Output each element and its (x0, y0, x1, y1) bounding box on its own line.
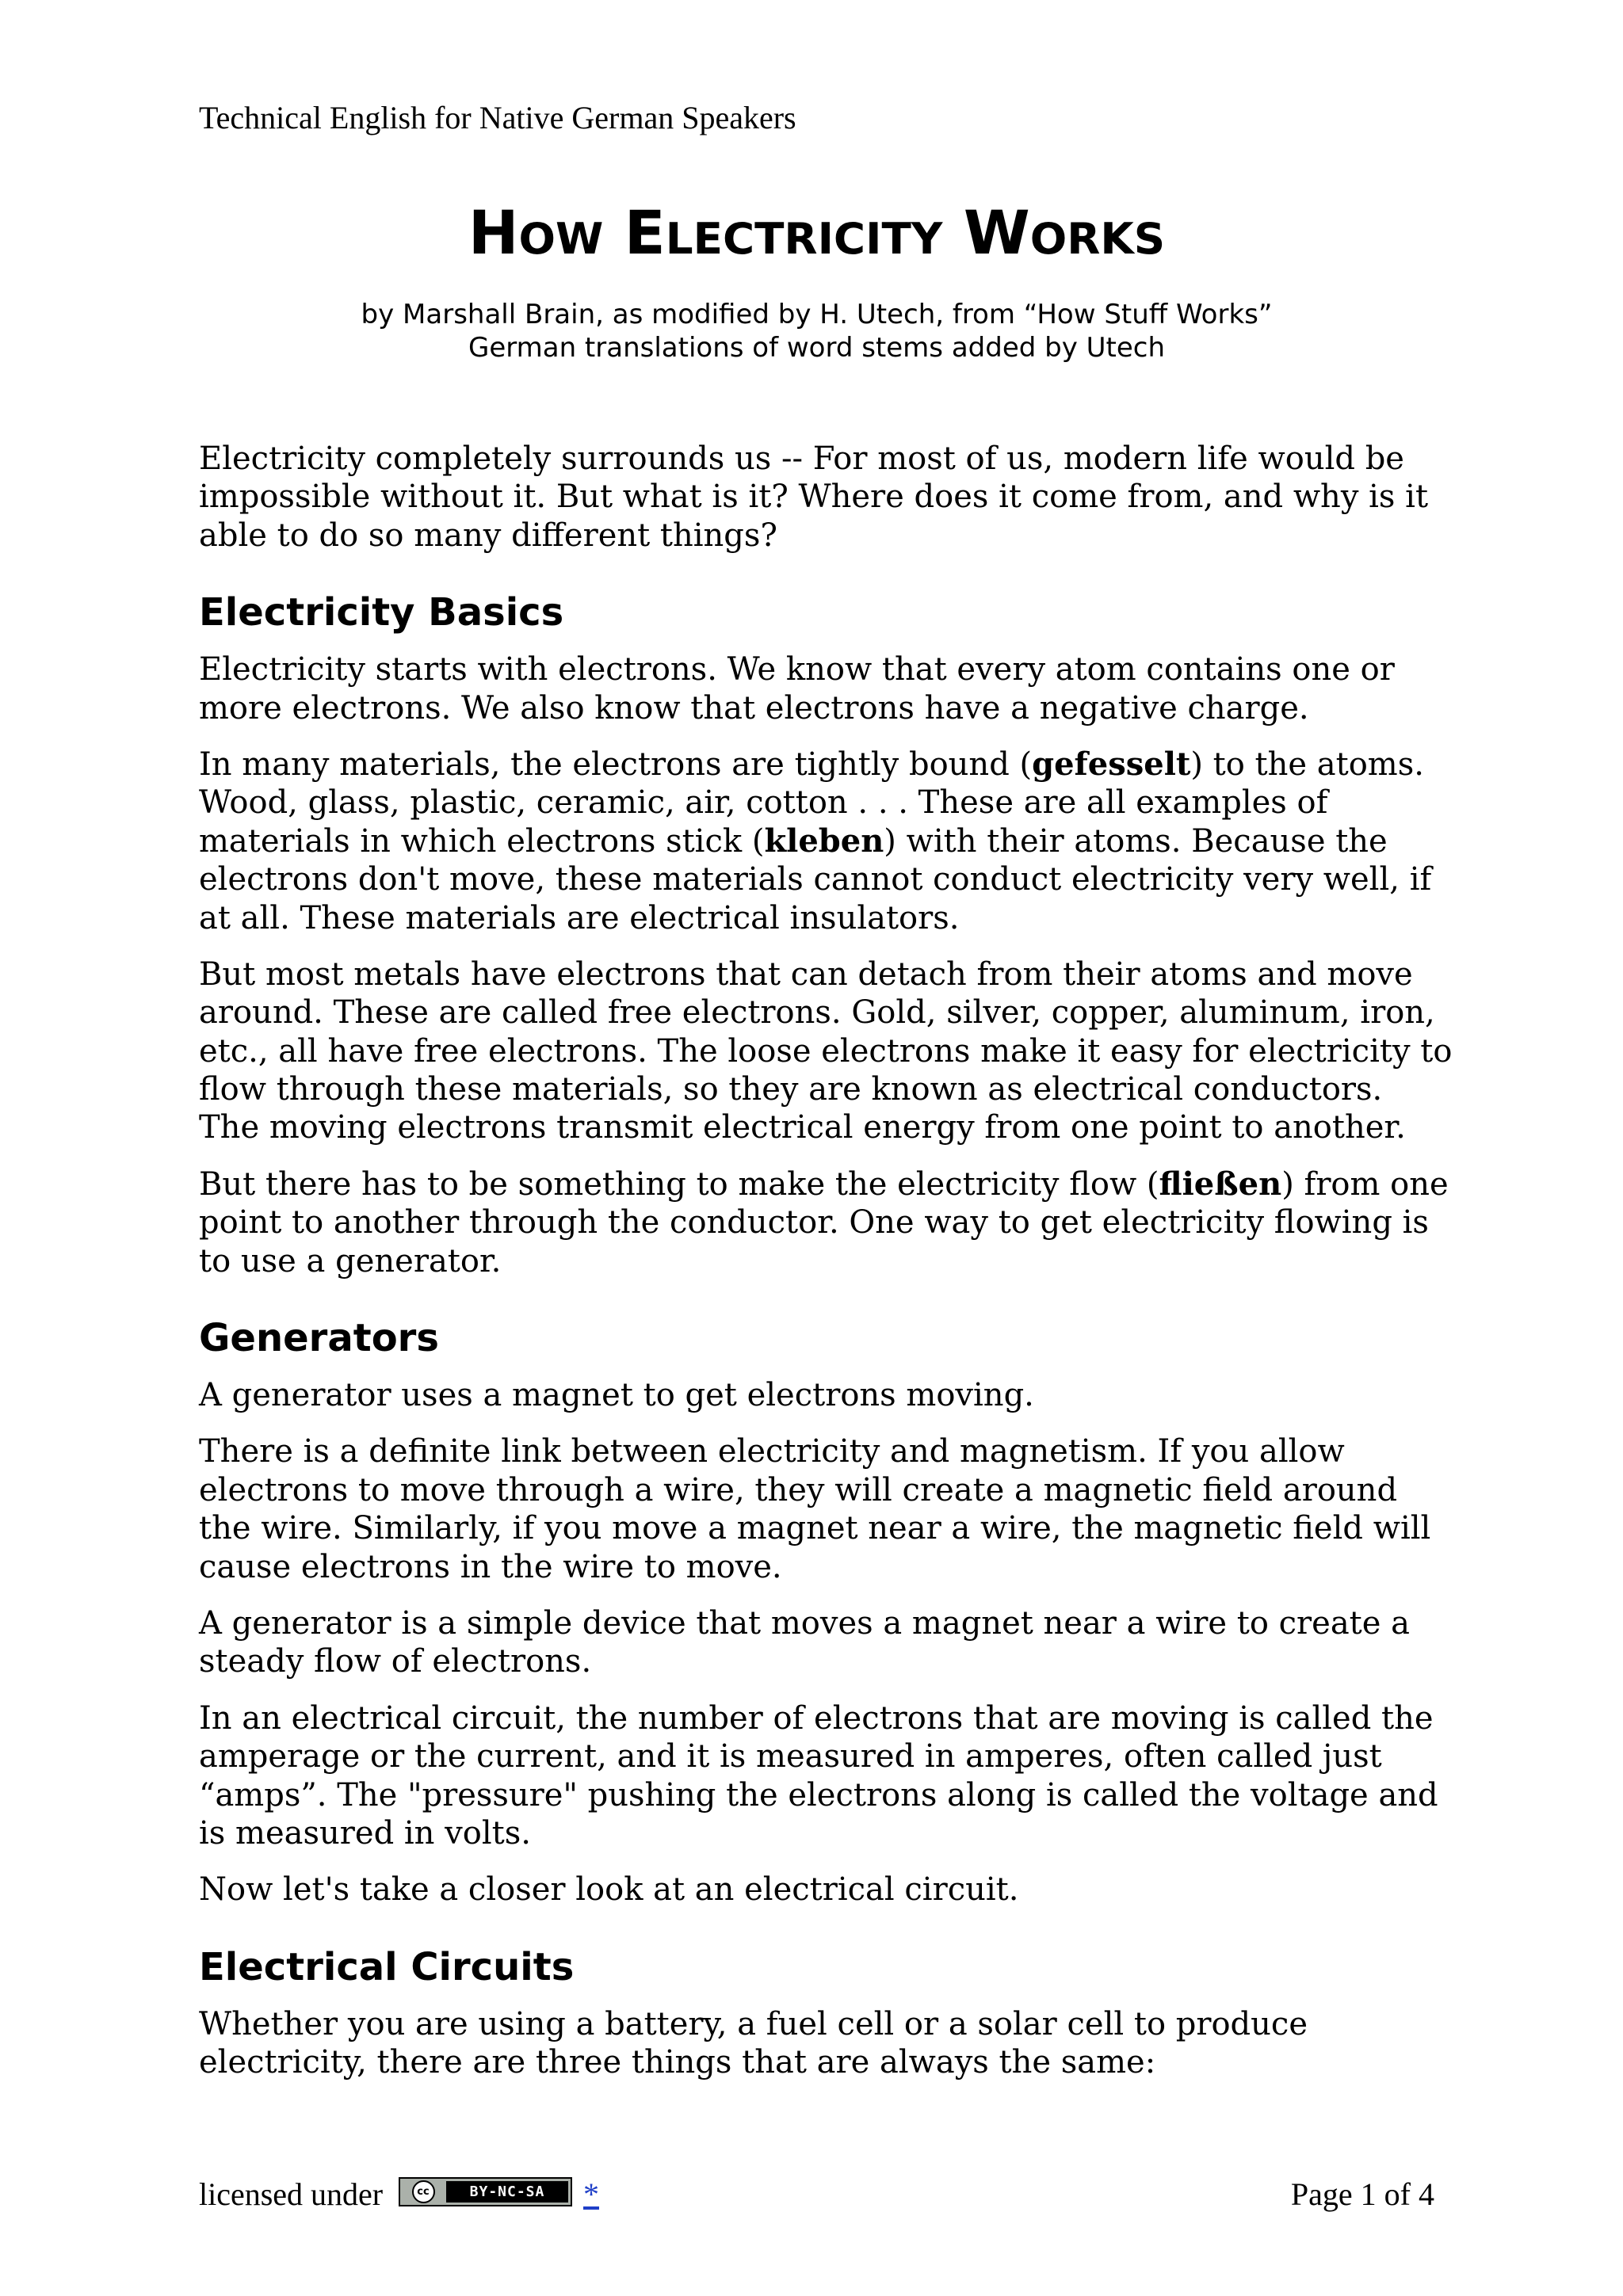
text-line (199, 440, 1578, 478)
text-run: the wire. Similarly, if you move a magnet near a wire, the magnetic field will (199, 1510, 1431, 1547)
text-line (199, 1203, 1578, 1241)
text-run: In many materials, the electrons are tightly bound ( (199, 746, 1033, 783)
text-run: steady flow of electrons. (199, 1643, 592, 1680)
text-run: There is a definite link between electricity and magnetism. If you allow (199, 1433, 1345, 1470)
text-run: at all. These materials are electrical insulators. (199, 899, 960, 936)
text-line (199, 1776, 1578, 1814)
text-line (199, 1871, 1578, 1909)
document-body (199, 440, 1578, 2100)
text-run: ) from one (1281, 1165, 1449, 1203)
text-run: Electricity completely surrounds us -- For most of us, modern life would be (199, 441, 1404, 477)
paragraph (199, 955, 1578, 1147)
text-line (199, 1032, 1578, 1070)
text-run: point to another through the conductor. One way to get electricity flowing is (199, 1204, 1429, 1241)
text-line (199, 1737, 1578, 1775)
german-term: gefesselt (1032, 745, 1191, 783)
text-run: impossible without it. But what is it? Where does it come from, and why is it (199, 479, 1429, 516)
text-run: Wood, glass, plastic, ceramic, air, cotton . . . These are all examples of (199, 784, 1328, 822)
text-run: electricity, there are three things that are always the same: (199, 2044, 1156, 2081)
text-run: flow through these materials, so they are known as electrical conductors. (199, 1071, 1383, 1108)
paragraph (199, 1165, 1578, 1280)
text-run: ) with their atoms. Because the (884, 822, 1388, 860)
text-line (199, 1509, 1578, 1547)
text-line (199, 860, 1578, 898)
text-run: amperage or the current, and it is measured in amperes, often called just (199, 1738, 1382, 1775)
text-line (199, 2005, 1578, 2043)
text-line (199, 1548, 1578, 1586)
section-heading: Electricity Basics (199, 590, 564, 635)
german-term: fließen (1159, 1165, 1282, 1203)
text-run: “amps”. The "pressure" pushing the electrons along is called the voltage and (199, 1776, 1438, 1814)
text-line (199, 1242, 1578, 1280)
cc-circle-icon: cc (412, 2180, 435, 2203)
text-line (199, 1471, 1578, 1509)
text-line (199, 689, 1578, 727)
paragraph (199, 1376, 1578, 1414)
text-run: is measured in volts. (199, 1814, 531, 1852)
text-line (199, 517, 1578, 555)
paragraph (199, 1604, 1578, 1681)
text-line (199, 478, 1578, 516)
text-line (199, 1108, 1578, 1146)
text-run: But there has to be something to make the electricity flow ( (199, 1165, 1159, 1203)
title-initial: E (624, 197, 666, 268)
text-line (199, 650, 1578, 688)
text-line (199, 1432, 1578, 1470)
text-run: The moving electrons transmit electrical energy from one point to another. (199, 1109, 1406, 1146)
text-run: etc., all have free electrons. The loose electrons make it easy for electricity to (199, 1032, 1453, 1070)
section-heading: Generators (199, 1316, 439, 1361)
running-header: Technical English for Native German Speakers (199, 100, 796, 135)
text-run: able to do so many different things? (199, 517, 777, 554)
text-line (199, 955, 1578, 994)
byline-translation-note: German translations of word stems added by Utech (468, 332, 1166, 364)
text-run: electrons don't move, these materials cannot conduct electricity very well, if (199, 861, 1432, 898)
text-line (199, 1699, 1578, 1737)
text-line (199, 2043, 1578, 2081)
cc-badge-label: BY-NC-SA (446, 2181, 568, 2203)
title-small-caps: OW (518, 213, 604, 264)
german-term: kleben (764, 822, 884, 860)
text-line (199, 1165, 1578, 1203)
text-line (199, 784, 1578, 822)
title-initial: H (468, 197, 519, 268)
byline (199, 298, 1434, 364)
title-initial: W (963, 197, 1030, 268)
text-line (199, 1642, 1578, 1680)
text-run: more electrons. We also know that electrons have a negative charge. (199, 689, 1309, 727)
paragraph (199, 1699, 1578, 1853)
paragraph (199, 1871, 1578, 1909)
text-line (199, 1070, 1578, 1108)
text-run: around. These are called free electrons. Gold, silver, copper, aluminum, iron, (199, 994, 1435, 1032)
license-footnote-link[interactable]: * (583, 2176, 599, 2212)
text-run: Whether you are using a battery, a fuel cell or a solar cell to produce (199, 2005, 1308, 2042)
paragraph (199, 2005, 1578, 2082)
text-run: Electricity starts with electrons. We know that every atom contains one or (199, 651, 1395, 688)
cc-license-badge[interactable] (399, 2177, 572, 2206)
text-line (199, 899, 1578, 937)
text-run: electrons to move through a wire, they will create a magnetic field around (199, 1471, 1398, 1508)
paragraph (199, 746, 1578, 937)
paragraph (199, 650, 1578, 727)
text-run: A generator uses a magnet to get electrons moving. (199, 1377, 1034, 1414)
text-line (199, 1376, 1578, 1414)
text-run: cause electrons in the wire to move. (199, 1548, 782, 1585)
section-heading: Electrical Circuits (199, 1944, 575, 1989)
text-run: ) to the atoms. (1190, 746, 1424, 783)
cc-icon (400, 2179, 446, 2205)
text-line (199, 994, 1578, 1032)
text-run: to use a generator. (199, 1242, 502, 1280)
paragraph (199, 1432, 1578, 1586)
page-number: Page 1 of 4 (1290, 2176, 1434, 2212)
text-run: materials in which electrons stick ( (199, 822, 765, 860)
byline-author: by Marshall Brain, as modified by H. Utech, from “How Stuff Works” (361, 299, 1273, 330)
title-small-caps: LECTRICITY (665, 213, 943, 264)
text-run: A generator is a simple device that moves a magnet near a wire to create a (199, 1604, 1410, 1642)
paragraph (199, 440, 1578, 555)
text-line (199, 822, 1578, 860)
license-label: licensed under (199, 2176, 384, 2212)
document-title (199, 196, 1434, 276)
text-run: Now let's take a closer look at an electrical circuit. (199, 1871, 1019, 1909)
text-line (199, 1814, 1578, 1852)
title-small-caps: ORKS (1029, 213, 1166, 264)
text-line (199, 746, 1578, 784)
text-run: In an electrical circuit, the number of electrons that are moving is called the (199, 1699, 1434, 1737)
text-line (199, 1604, 1578, 1642)
text-run: But most metals have electrons that can detach from their atoms and move (199, 955, 1413, 993)
